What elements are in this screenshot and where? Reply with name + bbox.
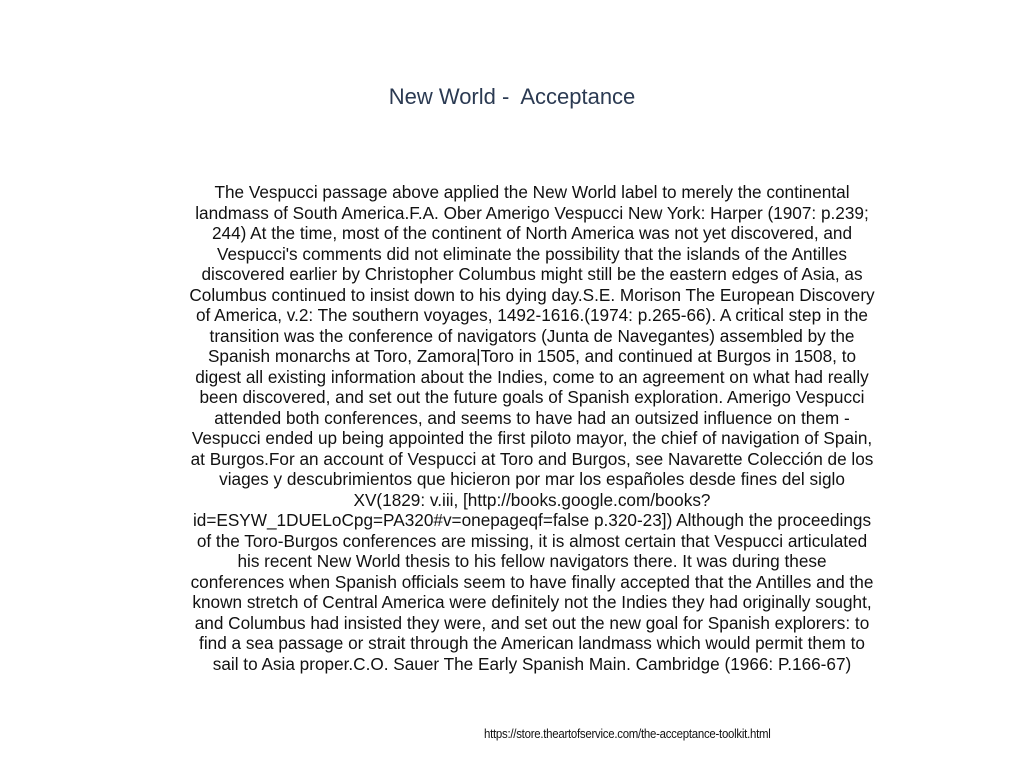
slide-title: New World - Acceptance — [388, 84, 636, 109]
footer-url-link[interactable]: https://store.theartofservice.com/the-acceptance-toolkit.html — [484, 726, 771, 741]
slide-body-text: The Vespucci passage above applied the New World label to merely the continental landmass of South America.F.A. Ober Amerigo Vespucci New York: Harper (1907: p.239; 244) At the time, most of the continent of North America was not yet discovered, and Vespucci's comments did not eliminate the possibility that the islands of the Antilles discovered earlier by Christopher Columbus might still be the eastern edges of Asia, as Columbus continued to insist down to his dying day.S.E. Morison The European Discovery of America, v.2: The southern voyages, 1492-1616.(1974: p.265-66). A critical step in the transition was the conference of navigators (Junta de Navegantes) assembled by the Spanish monarchs at Toro, Zamora|Toro in 1505, and continued at Burgos in 1508, to digest all existing information about the Indies, come to an agreement on what had really been discovered, and set out the future goals of Spanish exploration. Amerigo Vespucci attended both conferences, and seems to have had an outsized influence on them - Vespucci ended up being appointed the first piloto mayor, the chief of navigation of Spain, at Burgos.For an account of Vespucci at Toro and Burgos, see Navarette Colección de los viages y descubrimientos que hicieron por mar los españoles desde fines del siglo XV(1829: v.iii, [http://books.google.com/books? id=ESYW_1DUELoCpg=PA320#v=onepageqf=false p.320-23]) Although the proceedings of the Toro-Burgos conferences are missing, it is almost certain that Vespucci articulated his recent New World thesis to his fellow navigators there. It was during these conferences when Spanish officials seem to have finally accepted that the Antilles and the known stretch of Central America were definitely not the Indies they had originally sought, and Columbus had insisted they were, and set out the new goal for Spanish explorers: to find a sea passage or strait through the American landmass which would permit them to sail to Asia proper.C.O. Sauer The Early Spanish Main. Cambridge (1966: P.166-67) — [189, 182, 875, 674]
